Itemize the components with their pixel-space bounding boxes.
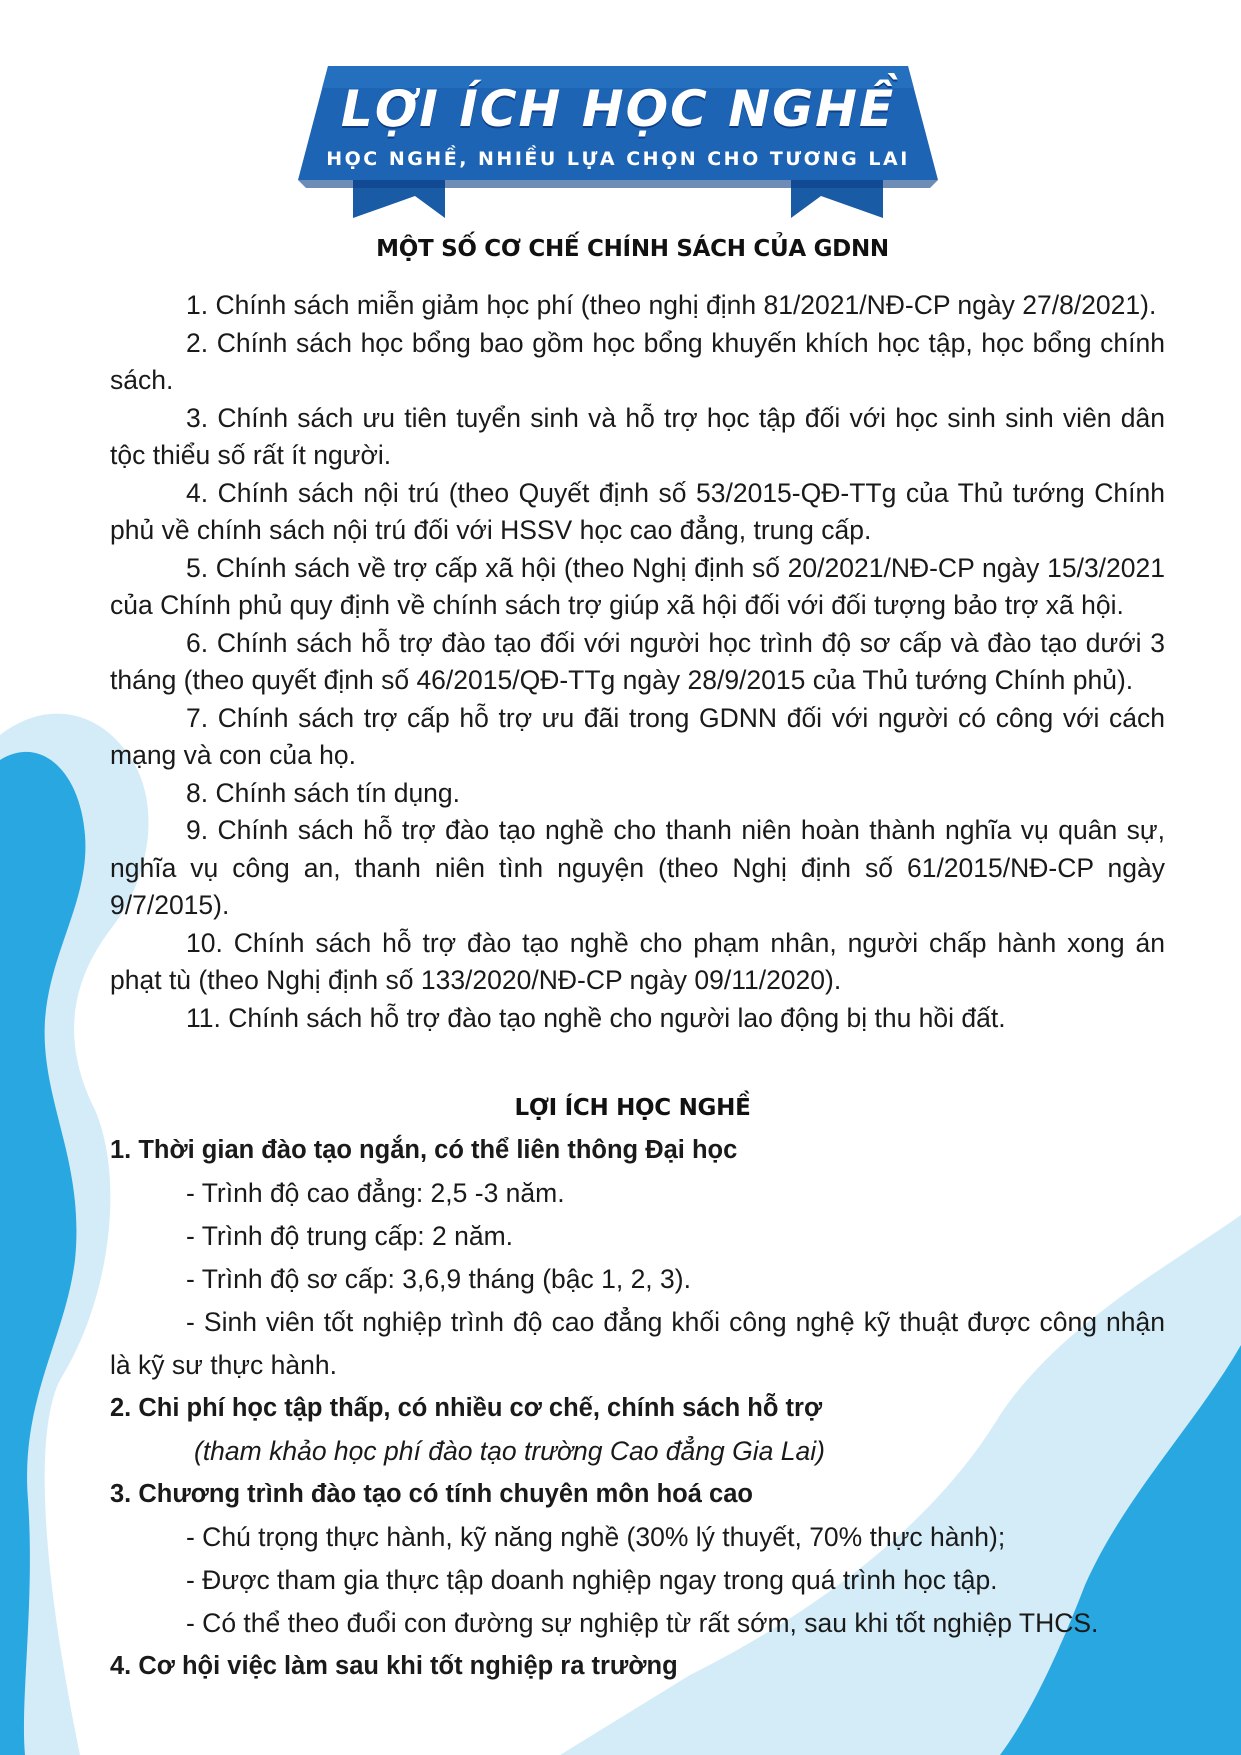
benefit-2-title: 2. Chi phí học tập thấp, có nhiều cơ chế, chính sách hỗ trợ	[110, 1394, 823, 1422]
title-banner	[298, 66, 938, 218]
policy-item: 11. Chính sách hỗ trợ đào tạo nghề cho người lao động bị thu hồi đất.	[186, 1002, 1006, 1033]
banner-subtitle: HỌC NGHỀ, NHIỀU LỰA CHỌN CHO TƯƠNG LAI	[326, 148, 910, 170]
benefit-1-item: - Sinh viên tốt nghiệp trình độ cao đẳng khối công nghệ kỹ thuật được công nhận là kỹ sư thực hành.	[110, 1307, 1165, 1380]
policy-item: 2. Chính sách học bổng bao gồm học bổng khuyến khích học tập, học bổng chính sách.	[110, 327, 1165, 395]
policy-item: 5. Chính sách về trợ cấp xã hội (theo Nghị định số 20/2021/NĐ-CP ngày 15/3/2021 của Chính phủ quy định về chính sách trợ giúp xã hội đối với đối tượng bảo trợ xã hội.	[110, 552, 1165, 620]
benefit-3-item: - Có thể theo đuổi con đường sự nghiệp từ rất sớm, sau khi tốt nghiệp THCS.	[186, 1608, 1099, 1638]
policy-item: 8. Chính sách tín dụng.	[186, 777, 461, 808]
policy-item: 10. Chính sách hỗ trợ đào tạo nghề cho phạm nhân, người chấp hành xong án phạt tù (theo Nghị định số 133/2020/NĐ-CP ngày 09/11/2020).	[110, 927, 1165, 995]
policy-item: 9. Chính sách hỗ trợ đào tạo nghề cho thanh niên hoàn thành nghĩa vụ quân sự, nghĩa vụ công an, thanh niên tình nguyện (theo Nghị định số 61/2015/NĐ-CP ngày 9/7/2015).	[110, 815, 1165, 920]
policy-list	[110, 287, 1165, 1037]
benefit-1-item: - Trình độ cao đẳng: 2,5 -3 năm.	[186, 1178, 565, 1208]
policy-item: 4. Chính sách nội trú (theo Quyết định số 53/2015-QĐ-TTg của Thủ tướng Chính phủ về chính sách nội trú đối với HSSV học cao đẳng, trung cấp.	[110, 477, 1165, 545]
benefit-3-item: - Được tham gia thực tập doanh nghiệp ngay trong quá trình học tập.	[186, 1565, 998, 1595]
policy-item: 1. Chính sách miễn giảm học phí (theo nghị định 81/2021/NĐ-CP ngày 27/8/2021).	[186, 290, 1157, 320]
benefit-1-title: 1. Thời gian đào tạo ngắn, có thể liên thông Đại học	[110, 1136, 738, 1164]
benefit-3-item: - Chú trọng thực hành, kỹ năng nghề (30% lý thuyết, 70% thực hành);	[186, 1522, 1006, 1552]
benefit-1-item: - Trình độ trung cấp: 2 năm.	[186, 1221, 514, 1251]
policy-item: 6. Chính sách hỗ trợ đào tạo đối với người học trình độ sơ cấp và đào tạo dưới 3 tháng (theo quyết định số 46/2015/QĐ-TTg ngày 28/9/2015 của Thủ tướng Chính phủ).	[110, 627, 1165, 695]
benefits-heading: LỢI ÍCH HỌC NGHỀ	[514, 1095, 751, 1121]
policy-item: 3. Chính sách ưu tiên tuyển sinh và hỗ trợ học tập đối với học sinh sinh viên dân tộc thiểu số rất ít người.	[110, 402, 1165, 470]
policy-item: 7. Chính sách trợ cấp hỗ trợ ưu đãi trong GDNN đối với người có công với cách mạng và con của họ.	[110, 702, 1165, 770]
policy-heading: MỘT SỐ CƠ CHẾ CHÍNH SÁCH CỦA GDNN	[376, 236, 889, 262]
banner-title: LỢI ÍCH HỌC NGHỀ	[340, 80, 896, 138]
benefit-3-title: 3. Chương trình đào tạo có tính chuyên môn hoá cao	[110, 1480, 753, 1508]
benefit-2-note: (tham khảo học phí đào tạo trường Cao đẳng Gia Lai)	[194, 1436, 825, 1466]
benefit-1-item: - Trình độ sơ cấp: 3,6,9 tháng (bậc 1, 2, 3).	[186, 1264, 691, 1294]
benefits-list	[110, 1129, 1165, 1688]
benefit-4-title: 4. Cơ hội việc làm sau khi tốt nghiệp ra trường	[110, 1652, 678, 1680]
